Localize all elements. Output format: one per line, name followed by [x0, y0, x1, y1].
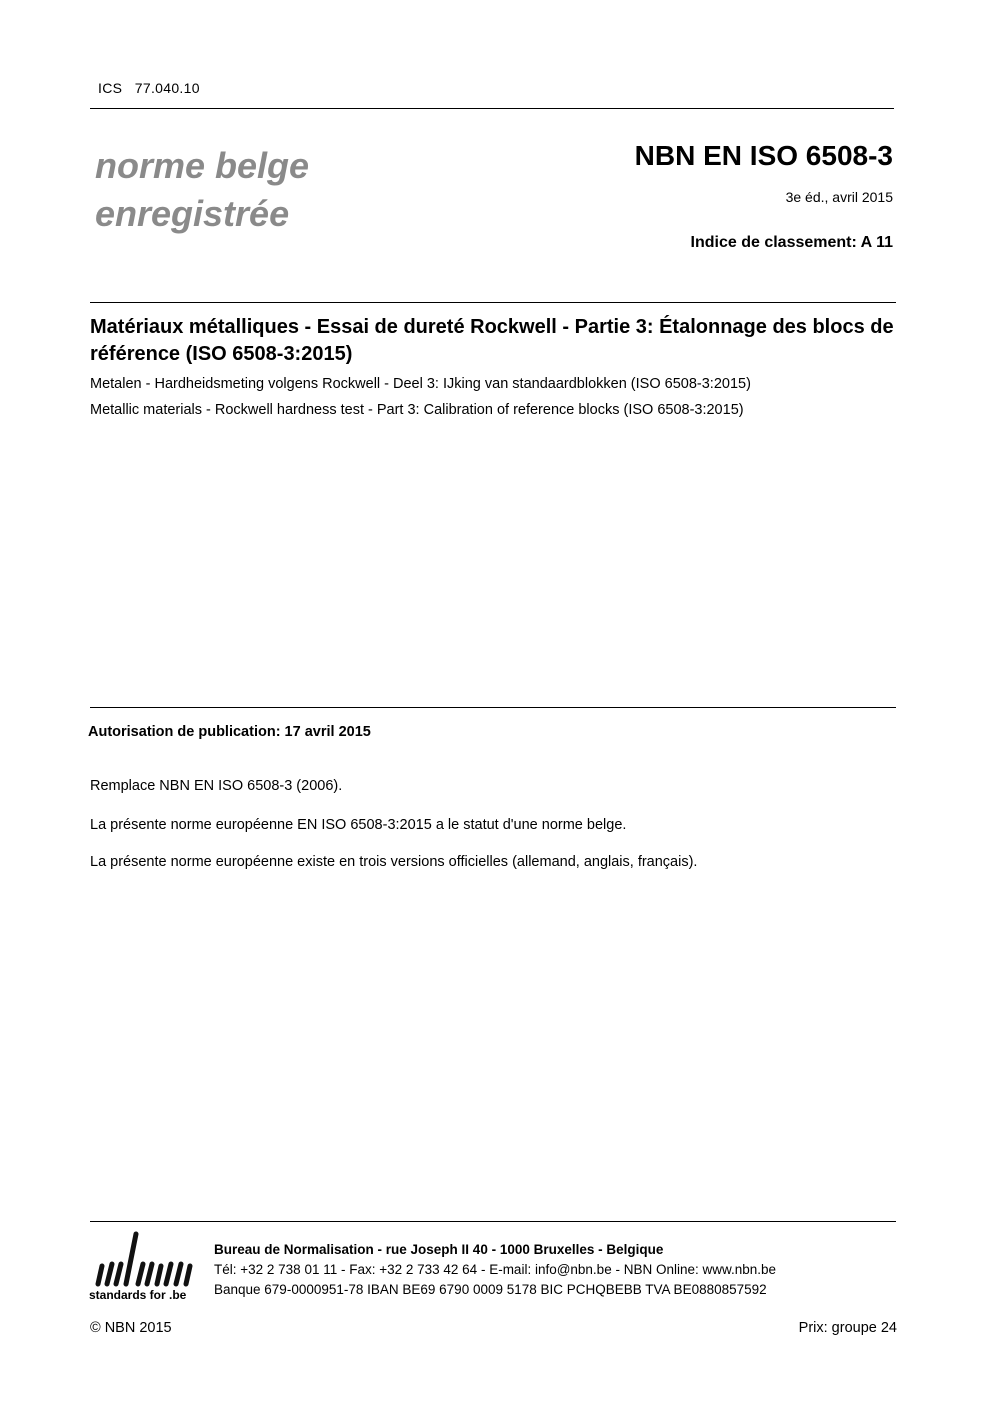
standard-number: NBN EN ISO 6508-3 [634, 140, 893, 171]
price-group: Prix: groupe 24 [798, 1320, 897, 1336]
edition-date: 3e éd., avril 2015 [785, 189, 893, 205]
ics-code: ICS 77.040.10 [98, 80, 200, 96]
title-english: Metallic materials - Rockwell hardness test - Part 3: Calibration of reference blocks (ISO 6508-3:2015) [90, 402, 744, 418]
tagline-line-2: enregistrée [95, 193, 290, 234]
title-top-divider [90, 302, 896, 303]
logo-tagline: standards for .be [89, 1288, 187, 1302]
footer-divider [90, 1221, 896, 1222]
title-dutch: Metalen - Hardheidsmeting volgens Rockwell - Deel 3: IJking van standaardblokken (ISO 6508-3:2015) [90, 376, 751, 392]
publication-authorisation: Autorisation de publication: 17 avril 2015 [88, 724, 371, 740]
publication-divider [90, 707, 896, 708]
title-french: Matériaux métalliques - Essai de dureté Rockwell - Partie 3: Étalonnage des blocs de référence (ISO 6508-3:2015) [90, 316, 894, 365]
footer-contact: Tél: +32 2 738 01 11 - Fax: +32 2 733 42 64 - E-mail: info@nbn.be - NBN Online: www.nbn.be [214, 1262, 777, 1277]
footer-bank: Banque 679-0000951-78 IBAN BE69 6790 0009 5178 BIC PCHQBEBB TVA BE0880857592 [214, 1282, 767, 1297]
copyright: © NBN 2015 [90, 1320, 172, 1336]
header-divider [90, 108, 894, 109]
document-type-tagline [95, 142, 309, 238]
status-paragraph: La présente norme européenne EN ISO 6508-3:2015 a le statut d'une norme belge. [90, 817, 627, 833]
classification-index: Indice de classement: A 11 [690, 234, 893, 251]
tagline-line-1: norme belge [95, 145, 310, 186]
replaces-paragraph: Remplace NBN EN ISO 6508-3 (2006). [90, 778, 343, 794]
versions-paragraph: La présente norme européenne existe en trois versions officielles (allemand, anglais, français). [90, 854, 698, 870]
footer-address: Bureau de Normalisation - rue Joseph II 40 - 1000 Bruxelles - Belgique [214, 1242, 664, 1257]
